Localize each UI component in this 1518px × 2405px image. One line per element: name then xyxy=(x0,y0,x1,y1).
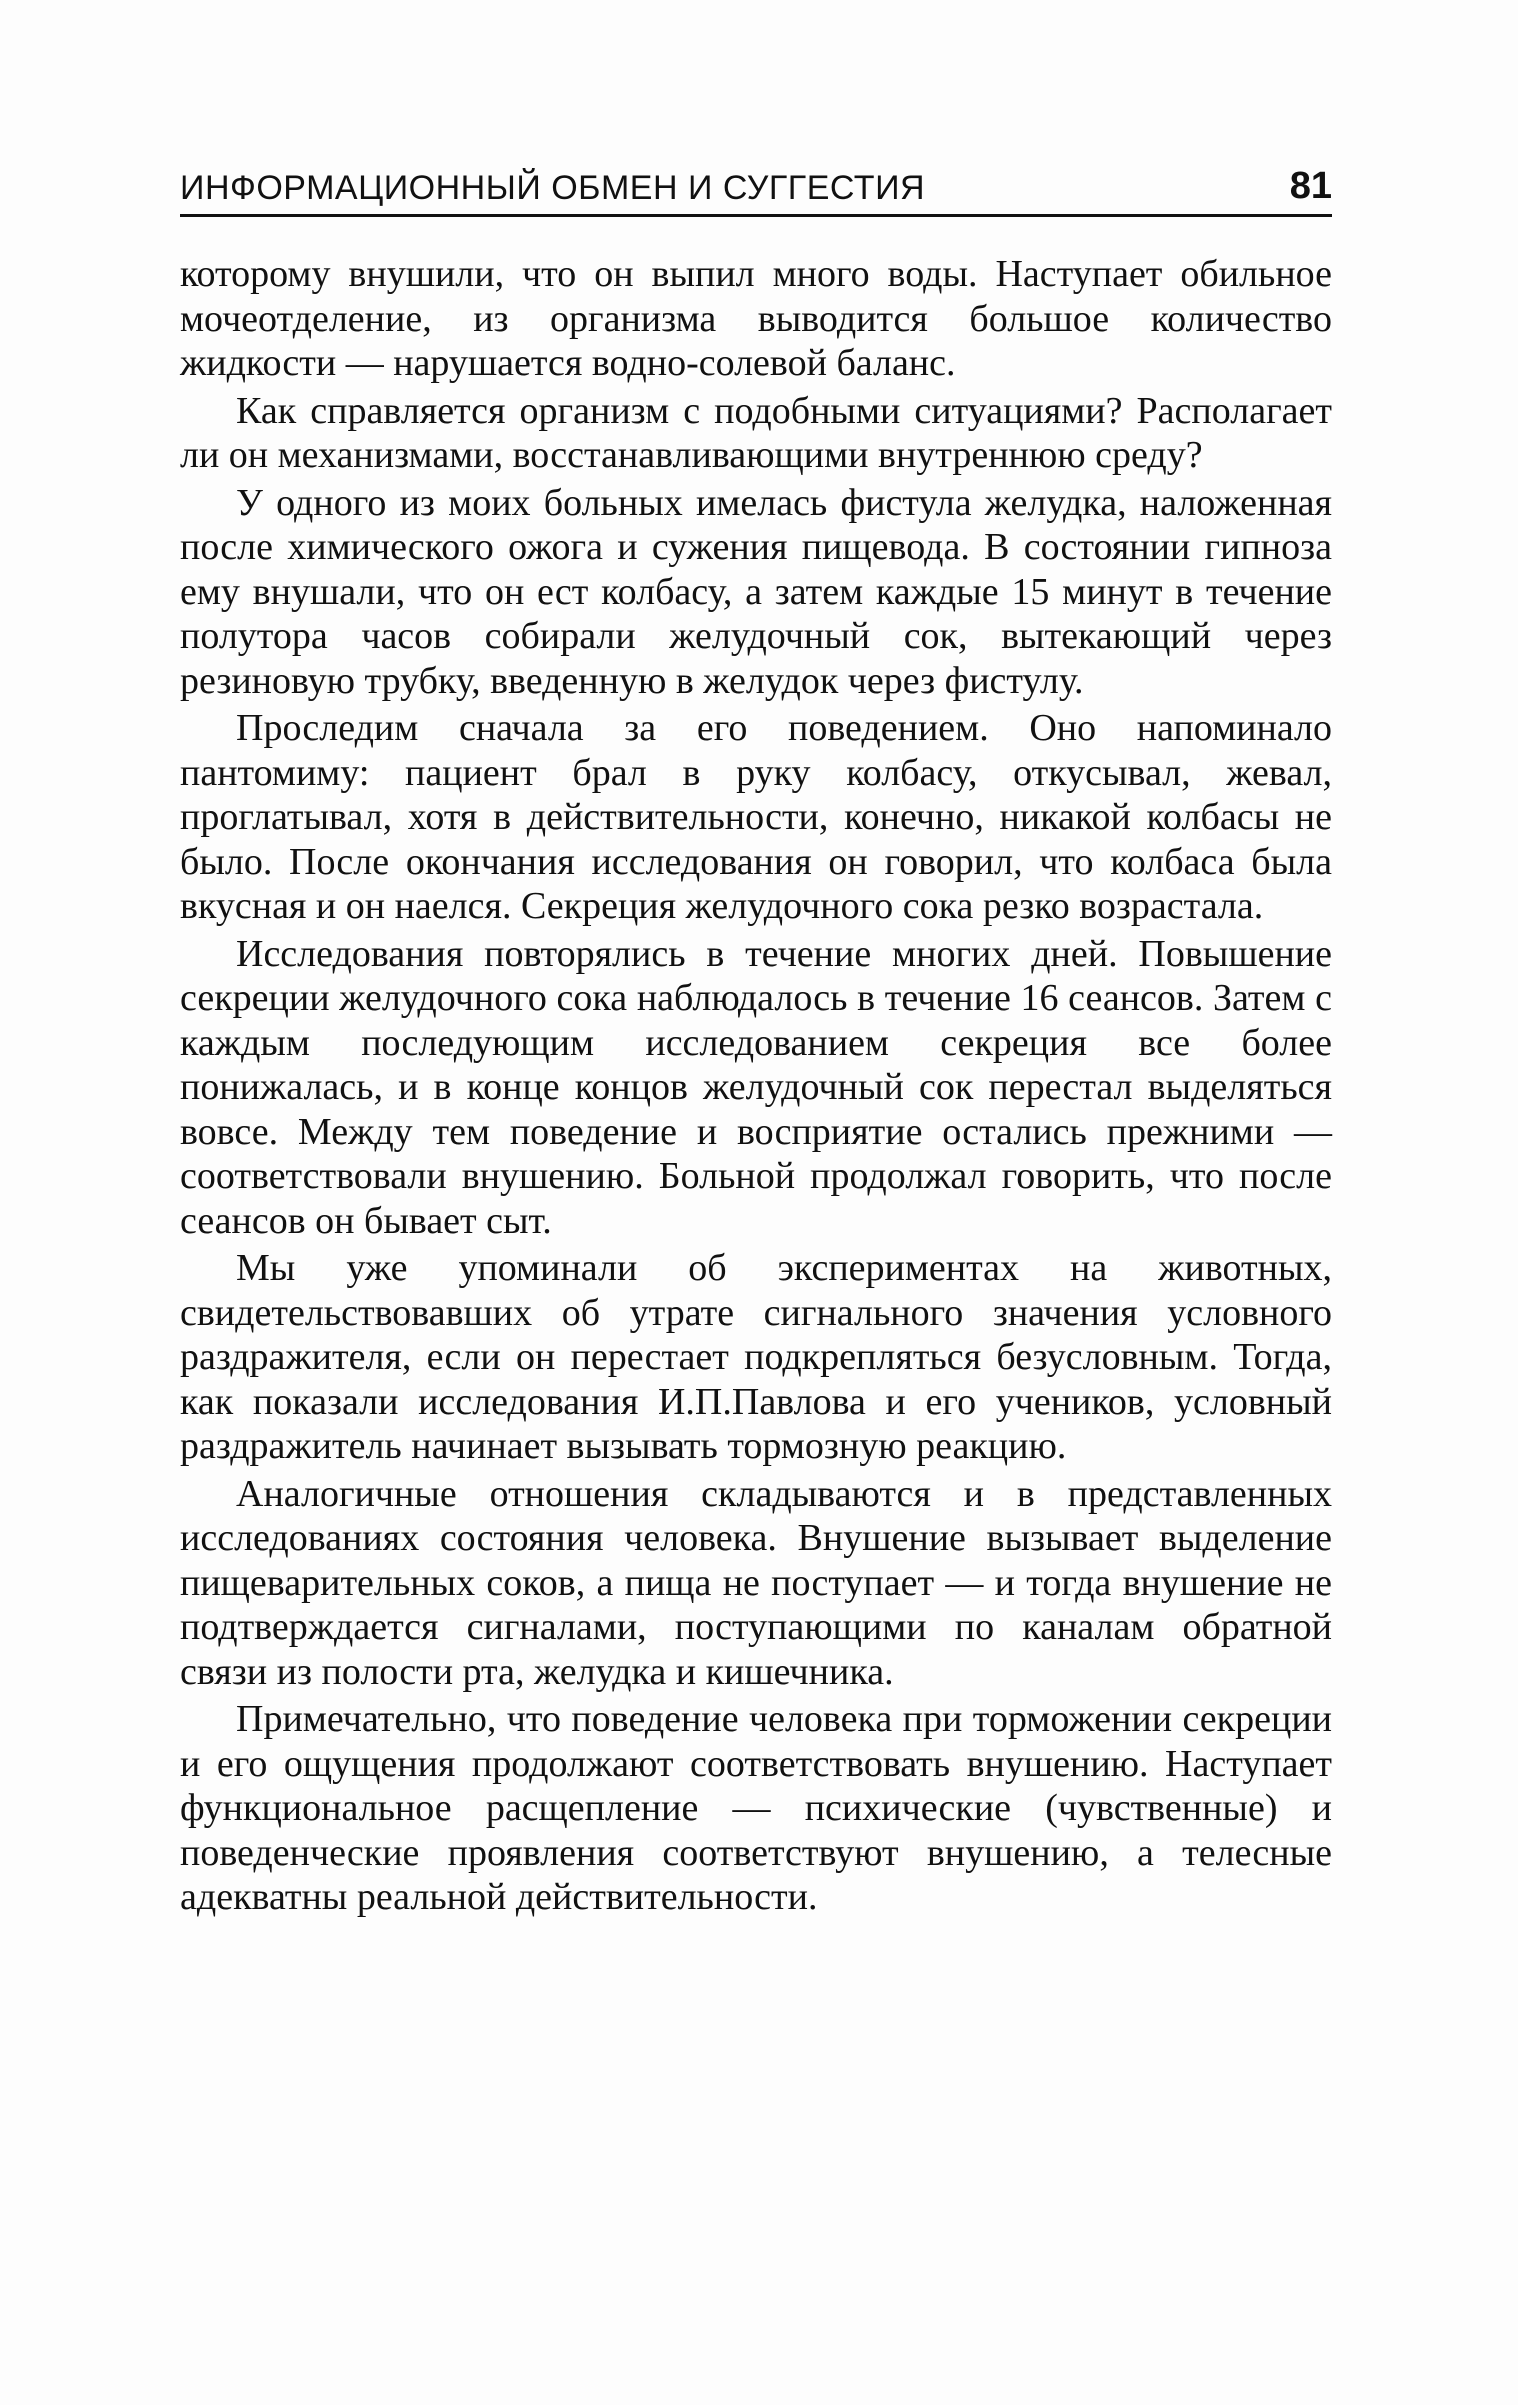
body-text xyxy=(180,252,1332,1923)
paragraph: Аналогичные отношения складываются и в представленных исследованиях состояния человека. Внушение вызывает выделение пищеварительных соков, а пища не поступает — и тогда внушение не подтверждается сигналами, поступающими по каналам обратной связи из полости рта, желудка и кишечника. xyxy=(180,1472,1332,1693)
page-number: 81 xyxy=(1289,165,1332,207)
paragraph: Исследования повторялись в течение многих дней. Повышение секреции желудочного сока наблюдалось в течение 16 сеансов. Затем с каждым последующим исследованием секреция все более понижалась, и в конце концов желудочный сок перестал выделяться вовсе. Между тем поведение и восприятие остались прежними — соответствовали внушению. Больной продолжал говорить, что после сеансов он бывает сыт. xyxy=(180,932,1332,1242)
paragraph: которому внушили, что он выпил много воды. Наступает обильное мочеотделение, из организма выводится большое количество жидкости — нарушается водно-солевой баланс. xyxy=(180,253,1332,384)
paragraph: Мы уже упоминали об экспериментах на животных, свидетельствовавших об утрате сигнального значения условного раздражителя, если он перестает подкрепляться безусловным. Тогда, как показали исследования И.П.Павлова и его учеников, условный раздражитель начинает вызывать тормозную реакцию. xyxy=(180,1247,1332,1467)
chapter-title: ИНФОРМАЦИОННЫЙ ОБМЕН И СУГГЕСТИЯ xyxy=(180,169,926,207)
paragraph: У одного из моих больных имелась фистула желудка, наложенная после химического ожога и сужения пищевода. В состоянии гипноза ему внушали, что он ест колбасу, а затем каждые 15 минут в течение полутора часов собирали желудочный сок, вытекающий через резиновую трубку, введенную в желудок через фистулу. xyxy=(180,481,1332,702)
paragraph: Как справляется организм с подобными ситуациями? Располагает ли он механизмами, восстанавливающими внутреннюю среду? xyxy=(180,389,1332,476)
paragraph: Проследим сначала за его поведением. Оно напоминало пантомиму: пациент брал в руку колбасу, откусывал, жевал, проглатывал, хотя в действительности, конечно, никакой колбасы не было. После окончания исследования он говорил, что колбаса была вкусная и он наелся. Секреция желудочного сока резко возрастала. xyxy=(180,707,1332,927)
paragraph: Примечательно, что поведение человека при торможении секреции и его ощущения продолжают соответствовать внушению. Наступает функциональное расщепление — психические (чувственные) и поведенческие проявления соответствуют внушению, а телесные адекватны реальной действительности. xyxy=(180,1698,1332,1918)
running-head xyxy=(180,158,1332,208)
header-rule xyxy=(180,214,1332,217)
